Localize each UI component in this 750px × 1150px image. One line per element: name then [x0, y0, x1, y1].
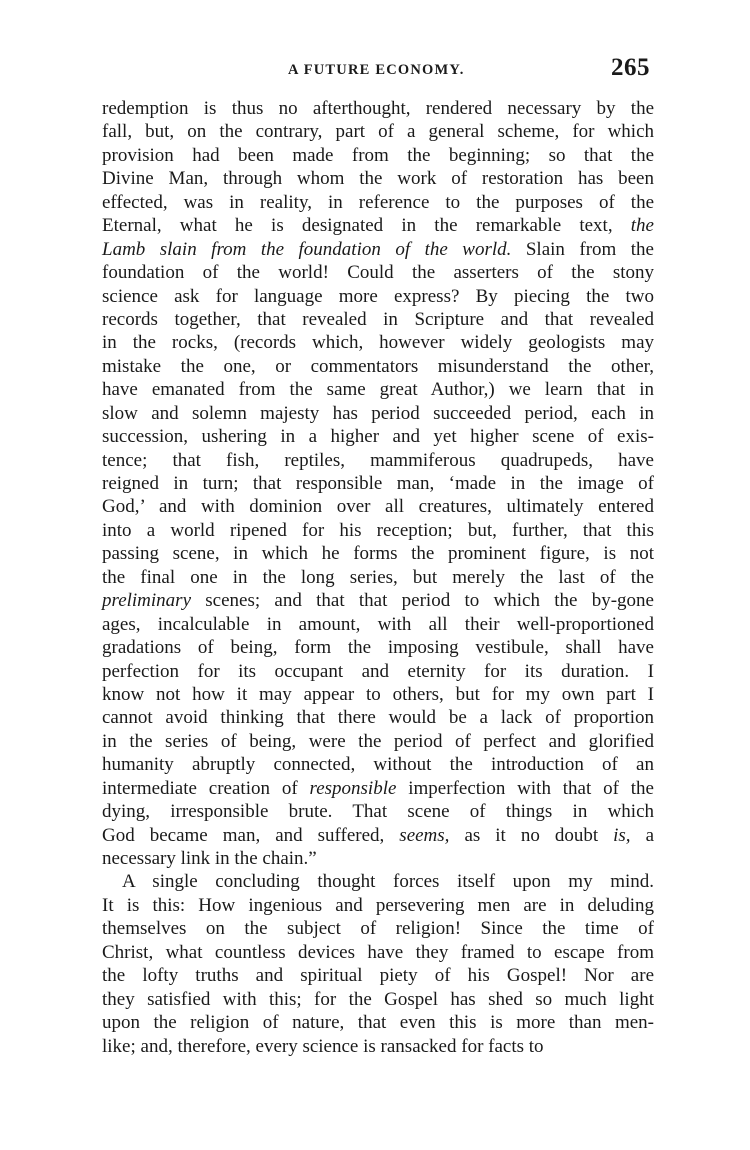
text-span: ages, incalculable in amount, with all their well-proportioned	[102, 613, 654, 635]
text-line	[102, 636, 654, 659]
text-line	[102, 800, 654, 823]
text-span: reigned in turn; that responsible man, ‘made in the image of	[102, 473, 654, 494]
text-span: have emanated from the same great Author,) we learn that in	[102, 379, 654, 401]
text-span: upon the religion of nature, that even this is more than men-	[102, 1012, 654, 1034]
text-line	[102, 683, 654, 706]
body-text	[102, 97, 654, 1058]
text-span: fall, but, on the contrary, part of a general scheme, for which	[102, 121, 654, 143]
text-line	[102, 824, 654, 847]
text-span: God,’ and with dominion over all creatures, ultimately entered	[102, 496, 654, 518]
text-line	[102, 355, 654, 378]
text-line	[102, 870, 654, 893]
text-span: records together, that revealed in Scripture and that revealed	[102, 308, 654, 330]
text-span: humanity abruptly connected, without the introduction of an	[102, 754, 654, 776]
text-span: into a world ripened for his reception; but, further, that this	[102, 519, 654, 541]
page-number: 265	[611, 54, 650, 81]
text-line	[102, 308, 654, 331]
text-line	[102, 941, 654, 964]
text-line	[102, 285, 654, 308]
text-line	[102, 753, 654, 776]
text-span: Divine Man, through whom the work of restoration has been	[102, 168, 654, 190]
text-line	[102, 167, 654, 190]
text-line	[102, 144, 654, 167]
text-span: succession, ushering in a higher and yet higher scene of exis-	[102, 426, 654, 448]
text-span: tence; that fish, reptiles, mammiferous quadrupeds, have	[102, 449, 654, 471]
text-span: perfection for its occupant and eternity for its duration. I	[102, 660, 654, 682]
text-line	[102, 378, 654, 401]
text-span: science ask for language more express? By piecing the two	[102, 285, 654, 307]
text-line	[102, 542, 654, 565]
text-span: It is this: How ingenious and persevering men are in deluding	[102, 894, 654, 916]
text-span: Eternal, what he is designated in the remarkable text,	[102, 215, 631, 237]
italic-text: Lamb slain from the foundation of the world.	[102, 238, 512, 260]
text-line	[102, 402, 654, 425]
text-line	[102, 472, 654, 495]
text-line	[102, 847, 654, 870]
text-line	[102, 706, 654, 729]
italic-text: preliminary	[102, 590, 192, 612]
text-line	[102, 777, 654, 800]
italic-text: the	[630, 215, 654, 237]
text-line	[102, 449, 654, 472]
text-line	[102, 1035, 654, 1058]
text-line	[102, 495, 654, 518]
text-span: themselves on the subject of religion! Since the time of	[102, 918, 654, 940]
text-line	[102, 97, 654, 120]
text-line	[102, 238, 654, 261]
text-span: redemption is thus no afterthought, rendered necessary by the	[102, 98, 654, 119]
text-span: cannot avoid thinking that there would be a lack of proportion	[102, 707, 654, 729]
text-line	[102, 261, 654, 284]
text-span: provision had been made from the beginning; so that the	[102, 144, 654, 166]
text-span: foundation of the world! Could the asserters of the stony	[102, 262, 654, 284]
text-span: dying, irresponsible brute. That scene of things in which	[102, 801, 654, 823]
text-span: the final one in the long series, but merely the last of the	[102, 566, 654, 588]
text-span: slow and solemn majesty has period succeeded period, each in	[102, 402, 654, 424]
text-span: intermediate creation of	[102, 777, 310, 799]
text-span: necessary link in the chain.”	[102, 848, 317, 869]
text-line	[102, 589, 654, 612]
text-line	[102, 214, 654, 237]
text-span: know not how it may appear to others, but for my own part I	[102, 683, 654, 705]
text-line	[102, 1011, 654, 1034]
text-line	[102, 730, 654, 753]
text-span: like; and, therefore, every science is ransacked for facts to	[102, 1035, 544, 1057]
text-line	[102, 660, 654, 683]
text-line	[102, 519, 654, 542]
text-line	[102, 425, 654, 448]
text-span: A single concluding thought forces itself upon my mind.	[122, 871, 654, 893]
text-line	[102, 964, 654, 987]
text-span: mistake the one, or commentators misunderstand the other,	[102, 355, 654, 377]
text-line	[102, 917, 654, 940]
text-span: scenes; and that that period to which the by-gone	[191, 590, 654, 612]
text-span: they satisfied with this; for the Gospel has shed so much light	[102, 988, 654, 1010]
text-span: God became man, and suffered,	[102, 824, 400, 846]
text-line	[102, 191, 654, 214]
text-span: in the rocks, (records which, however widely geologists may	[102, 332, 654, 354]
paragraph	[102, 870, 654, 1058]
text-span: as it no doubt	[449, 824, 614, 846]
running-head	[102, 54, 654, 88]
text-line	[102, 988, 654, 1011]
text-span: imperfection with that of the	[396, 777, 654, 799]
text-line	[102, 613, 654, 636]
italic-text: responsible	[309, 777, 397, 799]
text-span: Slain from the	[511, 238, 654, 260]
italic-text: seems,	[399, 824, 450, 846]
text-span: gradations of being, form the imposing vestibule, shall have	[102, 637, 654, 659]
text-line	[102, 120, 654, 143]
running-title: A FUTURE ECONOMY.	[288, 62, 465, 78]
text-span: a	[630, 824, 654, 846]
text-span: passing scene, in which he forms the prominent figure, is not	[102, 543, 654, 565]
text-span: in the series of being, were the period of perfect and glorified	[102, 730, 654, 752]
italic-text: is,	[613, 824, 631, 846]
text-line	[102, 566, 654, 589]
paragraph	[102, 97, 654, 870]
text-span: Christ, what countless devices have they framed to escape from	[102, 941, 654, 963]
text-line	[102, 894, 654, 917]
text-line	[102, 331, 654, 354]
text-span: effected, was in reality, in reference to the purposes of the	[102, 191, 654, 213]
text-span: the lofty truths and spiritual piety of his Gospel! Nor are	[102, 965, 654, 987]
